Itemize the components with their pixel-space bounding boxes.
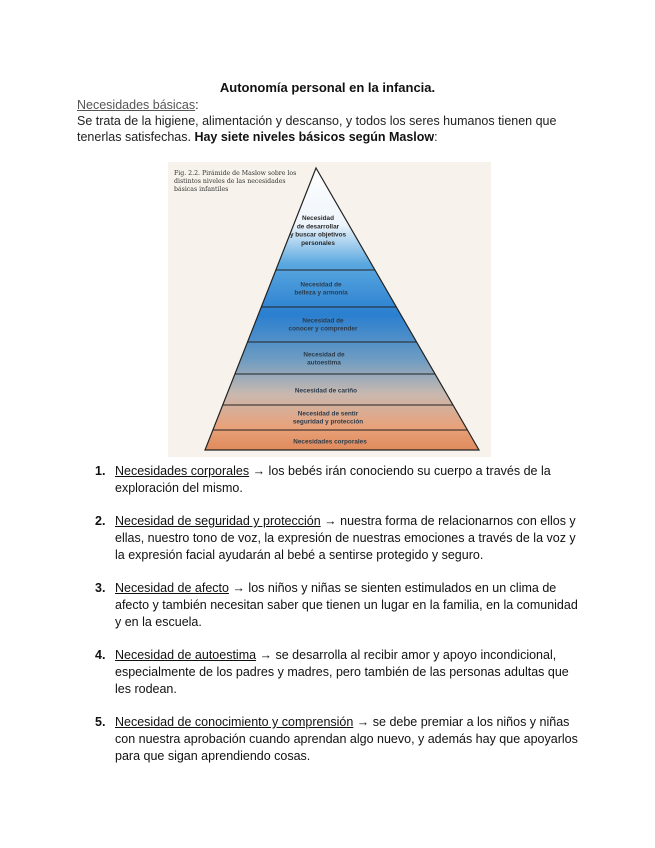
item-number: 4. xyxy=(95,648,106,662)
caption-line: distintos niveles de las necesidades xyxy=(174,178,286,185)
pyramid-level-label: Necesidad xyxy=(302,215,334,223)
item-number: 2. xyxy=(95,514,106,528)
item-text: → se debe premiar a los niños y niñas con nuestra aprobación cuando aprendan algo nuevo, y además hay que apoyarlos para que sigan aprendiendo cosas. xyxy=(115,715,578,763)
pyramid-level-label: personales xyxy=(301,239,335,247)
item-term: Necesidades corporales xyxy=(115,464,250,478)
item-number: 3. xyxy=(95,581,106,595)
item-term: Necesidad de autoestima xyxy=(115,648,257,662)
maslow-pyramid-svg xyxy=(168,162,491,457)
pyramid-level-label: Necesidad de xyxy=(303,351,345,359)
list-item xyxy=(90,714,580,765)
pyramid-level-label: Necesidad de xyxy=(300,281,342,289)
item-number: 1. xyxy=(95,464,106,478)
intro-end: : xyxy=(434,130,438,144)
item-term: Necesidad de seguridad y protección xyxy=(115,514,321,528)
pyramid-level-label: y buscar objetivos xyxy=(289,231,347,239)
intro-bold: Hay siete niveles básicos según Maslow xyxy=(194,130,435,144)
document-title: Autonomía personal en la infancia. xyxy=(219,80,436,95)
list-item xyxy=(90,647,580,698)
item-text: → los bebés irán conociendo su cuerpo a través de la exploración del mismo. xyxy=(115,464,551,495)
needs-list xyxy=(90,463,580,781)
item-term: Necesidad de afecto xyxy=(115,581,229,595)
pyramid-level-label: Necesidad de cariño xyxy=(294,387,358,395)
caption-line: básicas infantiles xyxy=(174,186,229,193)
section-colon: : xyxy=(195,98,199,112)
pyramid-level-label: conocer y comprender xyxy=(288,325,358,333)
pyramid-level-label: Necesidades corporales xyxy=(293,438,367,446)
item-term: Necesidad de conocimiento y comprensión xyxy=(115,715,354,729)
section-heading: Necesidades básicas xyxy=(77,98,196,112)
pyramid-level-label: Necesidad de sentir xyxy=(297,410,359,418)
list-item xyxy=(90,513,580,564)
item-text: → los niños y niñas se sienten estimulados en un clima de afecto y también necesitan saber que tienen un lugar en la familia, en la comunidad y en la escuela. xyxy=(115,581,578,629)
pyramid-level-label: seguridad y protección xyxy=(292,418,364,426)
item-text: → se desarrolla al recibir amor y apoyo incondicional, especialmente de los padres y madres, pero también de las personas adultas que les rodean. xyxy=(115,648,569,696)
item-text: → nuestra forma de relacionarnos con ellos y ellas, nuestro tono de voz, la expresión de nuestras emociones a través de la voz y la expresión facial ayudarán al bebé a sentirse protegido y seguro. xyxy=(115,514,576,562)
intro-paragraph xyxy=(77,97,582,145)
item-number: 5. xyxy=(95,715,106,729)
caption-line: Fig. 2.2. Pirámide de Maslow sobre los xyxy=(174,170,297,177)
list-item xyxy=(90,463,580,497)
pyramid-level-label: belleza y armonía xyxy=(294,289,348,297)
pyramid-level-label: de desarrollar xyxy=(296,223,340,231)
intro-text: Se trata de la higiene, alimentación y descanso, y todos los seres humanos tienen que tenerlas satisfechas. xyxy=(77,114,557,144)
maslow-pyramid-figure xyxy=(168,162,491,457)
pyramid-level-label: Necesidad de xyxy=(302,317,344,325)
list-item xyxy=(90,580,580,631)
pyramid-level-label: autoestima xyxy=(307,359,341,367)
